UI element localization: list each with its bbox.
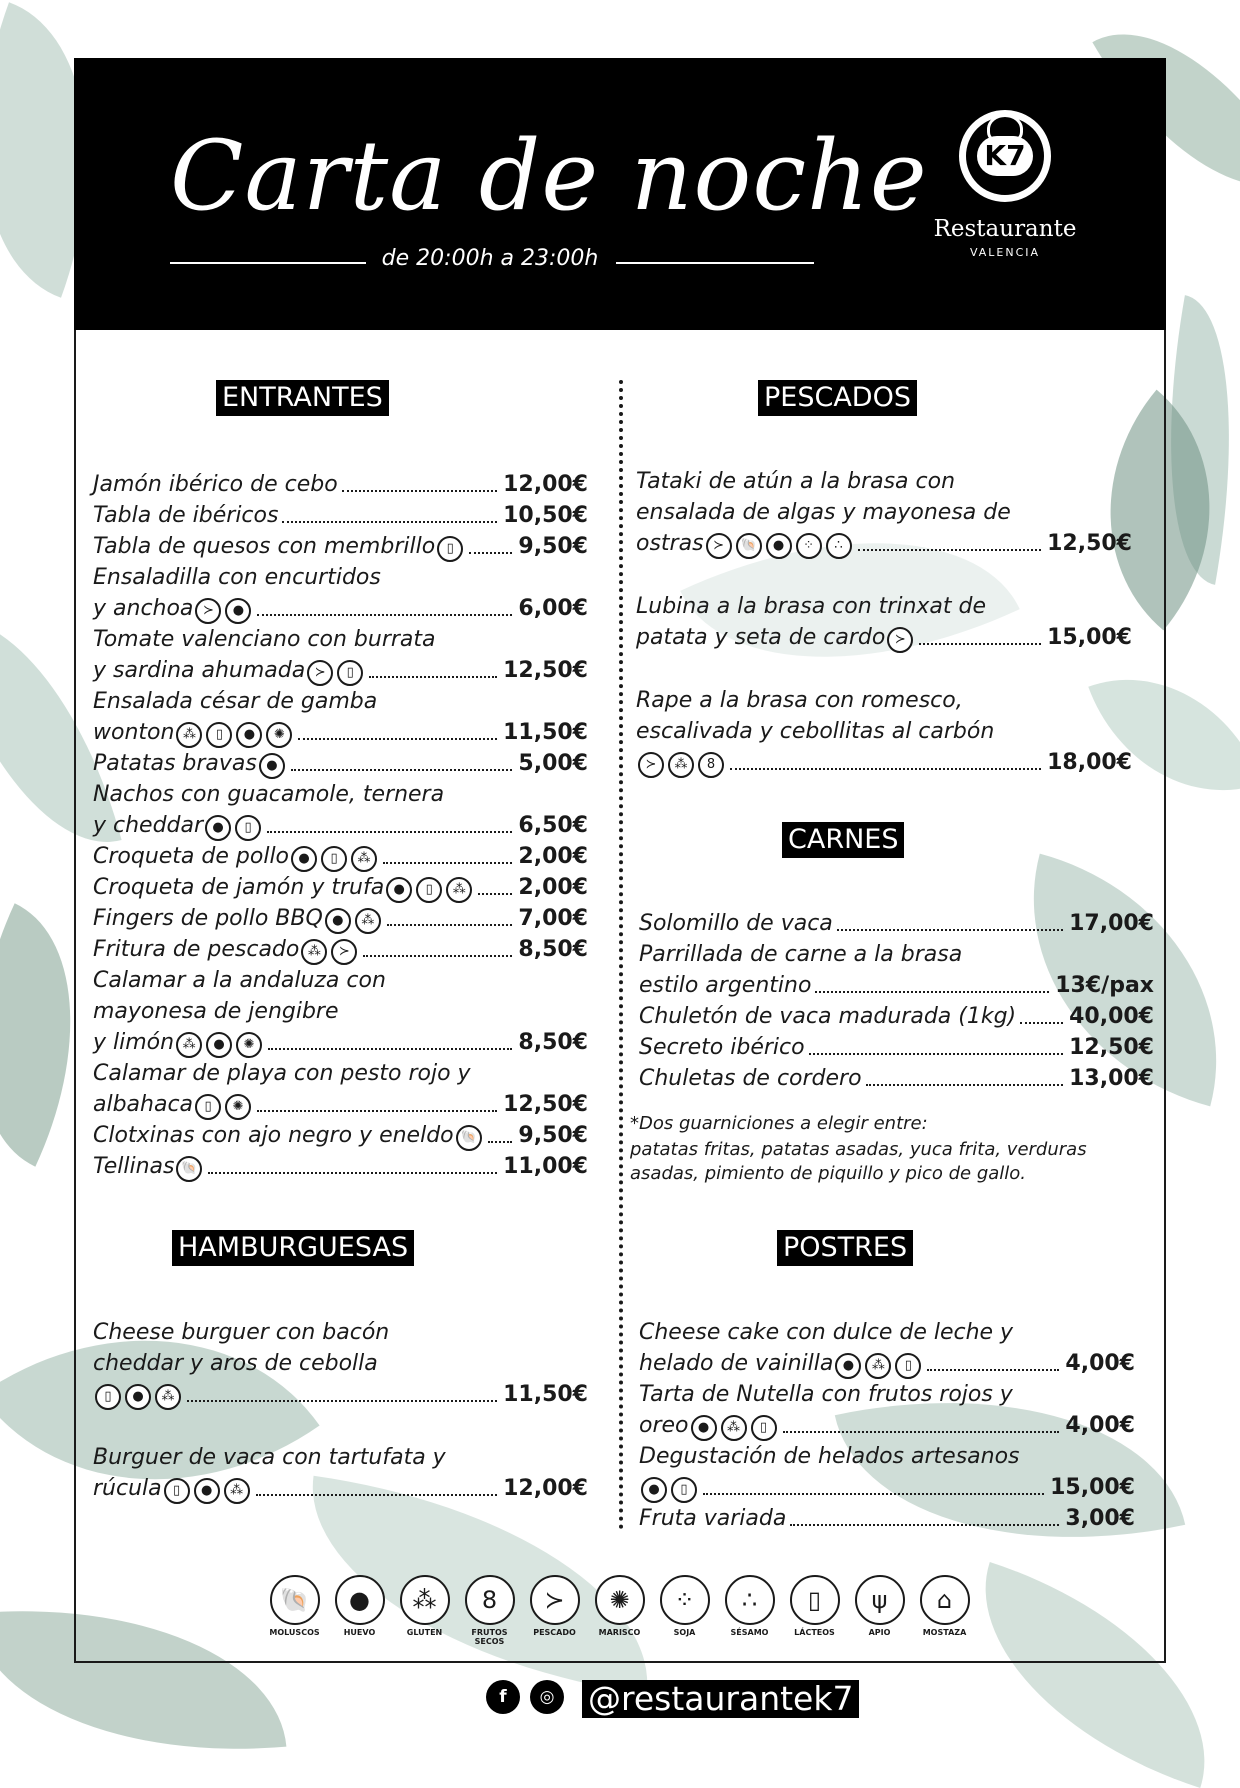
item-name: Fruta variada xyxy=(639,1506,787,1531)
moluscos-icon: 🐚 xyxy=(736,533,762,559)
lacteos-icon: ▯ xyxy=(437,536,463,562)
pescado-icon: ≻ xyxy=(530,1575,580,1625)
dot-leader xyxy=(815,991,1049,993)
item-name: Calamar de playa con pesto rojo y xyxy=(93,1061,471,1086)
moluscos-icon: 🐚 xyxy=(270,1575,320,1625)
item-name: Tataki de atún a la brasa con xyxy=(636,469,956,494)
pescado-icon: ≻ xyxy=(331,939,357,965)
legend-item-pescado xyxy=(522,1575,587,1646)
menu-item xyxy=(93,1152,588,1182)
legend-label: MOLUSCOS xyxy=(269,1628,320,1637)
item-name: patata y seta de cardo xyxy=(636,625,886,650)
pescado-icon: ≻ xyxy=(307,660,333,686)
huevo-icon: ● xyxy=(766,533,792,559)
huevo-icon: ● xyxy=(125,1384,151,1410)
huevo-icon: ● xyxy=(225,598,251,624)
menu-item xyxy=(93,1028,588,1058)
item-name: Parrillada de carne a la brasa xyxy=(639,942,963,967)
dot-leader xyxy=(256,1494,497,1496)
item-name: estilo argentino xyxy=(639,973,812,998)
soja-icon: ⁘ xyxy=(660,1575,710,1625)
frutos-secos-icon: 8 xyxy=(465,1575,515,1625)
dot-leader xyxy=(919,643,1041,645)
legend-item-apio xyxy=(847,1575,912,1646)
item-name: Chuletón de vaca madurada (1kg) xyxy=(639,1004,1017,1029)
dot-leader xyxy=(488,1141,513,1143)
menu-item-text-line xyxy=(93,780,588,810)
dot-leader xyxy=(809,1053,1064,1055)
marisco-icon: ✺ xyxy=(236,1032,262,1058)
item-name: y anchoa xyxy=(93,596,194,621)
gluten-icon: ⁂ xyxy=(351,846,377,872)
item-name: Chuletas de cordero xyxy=(639,1066,862,1091)
menu-item-text-line xyxy=(639,1380,1135,1410)
restaurant-logo xyxy=(930,110,1080,259)
item-price: 17,00€ xyxy=(1069,911,1154,936)
item-name: Calamar a la andaluza con xyxy=(93,968,386,993)
legend-label: HUEVO xyxy=(343,1628,376,1637)
item-name: Tabla de quesos con membrillo xyxy=(93,534,436,559)
item-price: 4,00€ xyxy=(1065,1351,1135,1376)
gluten-icon: ⁂ xyxy=(155,1384,181,1410)
menu-item xyxy=(93,656,588,686)
menu-item xyxy=(93,594,588,624)
huevo-icon: ● xyxy=(335,1575,385,1625)
logo-ring xyxy=(959,110,1051,202)
legend-label: APIO xyxy=(868,1628,891,1637)
item-name: Tomate valenciano con burrata xyxy=(93,627,436,652)
legend-label: GLUTEN xyxy=(406,1628,443,1637)
menu-item xyxy=(93,749,588,779)
menu-item xyxy=(93,1090,588,1120)
menu-item xyxy=(93,873,588,903)
item-name: Secreto ibérico xyxy=(639,1035,805,1060)
dot-leader xyxy=(469,552,512,554)
sesamo-icon: ∴ xyxy=(826,533,852,559)
menu-item xyxy=(639,909,1154,939)
item-name: y cheddar xyxy=(93,813,204,838)
mostaza-icon: ⌂ xyxy=(920,1575,970,1625)
huevo-icon: ● xyxy=(691,1415,717,1441)
dot-leader xyxy=(298,738,497,740)
dot-leader xyxy=(783,1431,1060,1433)
legend-item-frutos-secos xyxy=(457,1575,522,1646)
dot-leader xyxy=(208,1172,497,1174)
gluten-icon: ⁂ xyxy=(301,939,327,965)
dot-leader xyxy=(703,1493,1044,1495)
item-price: 12,00€ xyxy=(503,1476,588,1501)
menu-item-text-line xyxy=(639,940,1154,970)
item-name: Lubina a la brasa con trinxat de xyxy=(636,594,987,619)
legend-item-soja xyxy=(652,1575,717,1646)
dot-leader xyxy=(927,1369,1059,1371)
menu-item-text-line xyxy=(93,687,588,717)
lacteos-icon: ▯ xyxy=(416,877,442,903)
pescado-icon: ≻ xyxy=(195,598,221,624)
menu-item-text-line xyxy=(93,966,588,996)
huevo-icon: ● xyxy=(386,877,412,903)
sesamo-icon: ∴ xyxy=(725,1575,775,1625)
item-name: Tellinas xyxy=(93,1154,175,1179)
menu-item-text-line xyxy=(636,498,1132,528)
legend-label: LÁCTEOS xyxy=(794,1628,835,1637)
instagram-icon[interactable]: ◎ xyxy=(530,1680,564,1714)
hours-right-rule xyxy=(616,262,814,264)
dot-leader xyxy=(363,955,512,957)
legend-item-gluten xyxy=(392,1575,457,1646)
menu-item-text-line xyxy=(639,1442,1135,1472)
gluten-icon: ⁂ xyxy=(668,752,694,778)
menu-item xyxy=(93,1380,588,1410)
item-name: y limón xyxy=(93,1030,175,1055)
item-price: 13€/pax xyxy=(1055,973,1154,998)
allergen-legend xyxy=(262,1575,977,1646)
menu-item-text-line xyxy=(93,997,588,1027)
item-name: Cheese cake con dulce de leche y xyxy=(639,1320,1014,1345)
menu-item-text-line xyxy=(636,467,1132,497)
frutos-secos-icon: 8 xyxy=(698,752,724,778)
gluten-icon: ⁂ xyxy=(176,1032,202,1058)
menu-item-text-line xyxy=(93,563,588,593)
legend-label: FRUTOS SECOS xyxy=(471,1628,508,1646)
menu-item-text-line xyxy=(93,625,588,655)
pescado-icon: ≻ xyxy=(706,533,732,559)
huevo-icon: ● xyxy=(259,753,285,779)
pescado-icon: ≻ xyxy=(887,627,913,653)
logo-mark: K7 xyxy=(977,136,1033,176)
menu-item xyxy=(93,1474,588,1504)
item-price: 4,00€ xyxy=(1065,1413,1135,1438)
menu-item xyxy=(639,1033,1154,1063)
item-name: Fritura de pescado xyxy=(93,937,300,962)
item-name: Ensaladilla con encurtidos xyxy=(93,565,381,590)
item-price: 2,00€ xyxy=(518,875,588,900)
menu-item xyxy=(639,1349,1135,1379)
item-price: 2,00€ xyxy=(518,844,588,869)
dot-leader xyxy=(383,862,512,864)
menu-item-text-line xyxy=(93,1059,588,1089)
lacteos-icon: ▯ xyxy=(751,1415,777,1441)
legend-item-mostaza xyxy=(912,1575,977,1646)
garnish-note-2: patatas fritas, patatas asadas, yuca frita, verduras xyxy=(630,1139,1087,1160)
item-price: 12,50€ xyxy=(503,658,588,683)
gluten-icon: ⁂ xyxy=(721,1415,747,1441)
column-divider xyxy=(619,380,623,1530)
item-price: 7,00€ xyxy=(518,906,588,931)
dot-leader xyxy=(282,521,497,523)
section-title-pescados: PESCADOS xyxy=(758,380,917,416)
item-name: wonton xyxy=(93,720,175,745)
menu-item xyxy=(93,718,588,748)
legend-item-sesamo xyxy=(717,1575,782,1646)
item-name: Burguer de vaca con tartufata y xyxy=(93,1445,446,1470)
dot-leader xyxy=(858,549,1042,551)
dot-leader xyxy=(478,893,512,895)
section-title-carnes: CARNES xyxy=(782,822,904,858)
item-name: Croqueta de pollo xyxy=(93,844,290,869)
item-price: 11,50€ xyxy=(503,720,588,745)
item-name: Fingers de pollo BBQ xyxy=(93,906,323,931)
gluten-icon: ⁂ xyxy=(355,908,381,934)
marisco-icon: ✺ xyxy=(595,1575,645,1625)
huevo-icon: ● xyxy=(325,908,351,934)
menu-item xyxy=(639,1064,1154,1094)
dot-leader xyxy=(866,1084,1064,1086)
lacteos-icon: ▯ xyxy=(206,722,232,748)
item-price: 8,50€ xyxy=(518,937,588,962)
item-name: rúcula xyxy=(93,1476,162,1501)
menu-item xyxy=(639,1002,1154,1032)
item-price: 12,50€ xyxy=(1069,1035,1154,1060)
legend-label: MARISCO xyxy=(598,1628,641,1637)
lacteos-icon: ▯ xyxy=(671,1477,697,1503)
item-price: 18,00€ xyxy=(1047,750,1132,775)
item-name: mayonesa de jengibre xyxy=(93,999,339,1024)
item-name: Patatas bravas xyxy=(93,751,257,776)
legend-label: MOSTAZA xyxy=(922,1628,967,1637)
item-price: 9,50€ xyxy=(518,1123,588,1148)
menu-item xyxy=(93,1121,588,1151)
dot-leader xyxy=(730,768,1041,770)
huevo-icon: ● xyxy=(236,722,262,748)
menu-item-text-line xyxy=(639,1318,1135,1348)
legend-item-lacteos xyxy=(782,1575,847,1646)
lacteos-icon: ▯ xyxy=(321,846,347,872)
dot-leader xyxy=(790,1524,1059,1526)
dot-leader xyxy=(369,676,497,678)
menu-item xyxy=(639,1473,1135,1503)
item-name: Rape a la brasa con romesco, xyxy=(636,688,963,713)
item-price: 12,00€ xyxy=(503,472,588,497)
item-name: Tabla de ibéricos xyxy=(93,503,279,528)
menu-item-text-line xyxy=(636,686,1132,716)
huevo-icon: ● xyxy=(641,1477,667,1503)
dot-leader xyxy=(267,831,512,833)
garnish-note-1: *Dos guarniciones a elegir entre: xyxy=(630,1113,928,1134)
menu-item xyxy=(639,1504,1135,1534)
lacteos-icon: ▯ xyxy=(895,1353,921,1379)
gluten-icon: ⁂ xyxy=(865,1353,891,1379)
item-price: 6,50€ xyxy=(518,813,588,838)
dot-leader xyxy=(187,1400,497,1402)
legend-label: PESCADO xyxy=(533,1628,576,1637)
menu-item xyxy=(93,532,588,562)
legend-item-huevo xyxy=(327,1575,392,1646)
item-price: 15,00€ xyxy=(1050,1475,1135,1500)
huevo-icon: ● xyxy=(291,846,317,872)
menu-item xyxy=(93,904,588,934)
gluten-icon: ⁂ xyxy=(224,1478,250,1504)
menu-item-text-line xyxy=(93,1443,588,1473)
item-price: 10,50€ xyxy=(503,503,588,528)
page-title: Carta de noche xyxy=(170,120,928,232)
dot-leader xyxy=(837,929,1063,931)
menu-item-text-line xyxy=(636,717,1132,747)
dot-leader xyxy=(387,924,513,926)
item-name: Jamón ibérico de cebo xyxy=(93,472,338,497)
lacteos-icon: ▯ xyxy=(95,1384,121,1410)
huevo-icon: ● xyxy=(206,1032,232,1058)
item-price: 12,50€ xyxy=(503,1092,588,1117)
item-name: helado de vainilla xyxy=(639,1351,834,1376)
item-name: cheddar y aros de cebolla xyxy=(93,1351,378,1376)
lacteos-icon: ▯ xyxy=(337,660,363,686)
legend-item-marisco xyxy=(587,1575,652,1646)
item-name: Croqueta de jamón y trufa xyxy=(93,875,385,900)
dot-leader xyxy=(268,1048,512,1050)
section-title-entrantes: ENTRANTES xyxy=(216,380,389,416)
item-name: ensalada de algas y mayonesa de xyxy=(636,500,1011,525)
legend-label: SOJA xyxy=(673,1628,696,1637)
item-price: 5,00€ xyxy=(518,751,588,776)
garnish-note-3: asadas, pimiento de piquillo y pico de gallo. xyxy=(630,1163,1027,1184)
item-price: 8,50€ xyxy=(518,1030,588,1055)
menu-item-text-line xyxy=(636,592,1132,622)
menu-item xyxy=(639,971,1154,1001)
section-title-hamburguesas: HAMBURGUESAS xyxy=(172,1230,414,1266)
item-name: ostras xyxy=(636,531,704,556)
menu-item xyxy=(636,529,1132,559)
moluscos-icon: 🐚 xyxy=(456,1125,482,1151)
menu-item xyxy=(93,470,588,500)
logo-name: Restaurante xyxy=(933,216,1077,242)
lacteos-icon: ▯ xyxy=(790,1575,840,1625)
huevo-icon: ● xyxy=(205,815,231,841)
menu-item xyxy=(636,748,1132,778)
item-price: 13,00€ xyxy=(1069,1066,1154,1091)
menu-item xyxy=(639,1411,1135,1441)
item-price: 11,00€ xyxy=(503,1154,588,1179)
section-title-postres: POSTRES xyxy=(777,1230,913,1266)
legend-item-moluscos xyxy=(262,1575,327,1646)
menu-item xyxy=(93,935,588,965)
apio-icon: ψ xyxy=(855,1575,905,1625)
item-price: 15,00€ xyxy=(1047,625,1132,650)
menu-item-text-line xyxy=(93,1318,588,1348)
item-name: Tarta de Nutella con frutos rojos y xyxy=(639,1382,1013,1407)
item-name: Clotxinas con ajo negro y eneldo xyxy=(93,1123,454,1148)
opening-hours: de 20:00h a 23:00h xyxy=(381,246,599,271)
menu-item-text-line xyxy=(93,1349,588,1379)
legend-label: SÉSAMO xyxy=(730,1628,769,1637)
marisco-icon: ✺ xyxy=(266,722,292,748)
huevo-icon: ● xyxy=(835,1353,861,1379)
dot-leader xyxy=(291,769,513,771)
menu-item xyxy=(636,623,1132,653)
dot-leader xyxy=(257,614,512,616)
lacteos-icon: ▯ xyxy=(195,1094,221,1120)
item-price: 9,50€ xyxy=(518,534,588,559)
facebook-icon[interactable]: f xyxy=(486,1680,520,1714)
item-name: Ensalada césar de gamba xyxy=(93,689,378,714)
gluten-icon: ⁂ xyxy=(400,1575,450,1625)
huevo-icon: ● xyxy=(194,1478,220,1504)
gluten-icon: ⁂ xyxy=(446,877,472,903)
item-name: Degustación de helados artesanos xyxy=(639,1444,1020,1469)
item-price: 11,50€ xyxy=(503,1382,588,1407)
social-handle: @restaurantek7 xyxy=(582,1680,859,1718)
item-price: 6,00€ xyxy=(518,596,588,621)
item-name: Cheese burguer con bacón xyxy=(93,1320,390,1345)
item-name: escalivada y cebollitas al carbón xyxy=(636,719,995,744)
dot-leader xyxy=(342,490,497,492)
dot-leader xyxy=(257,1110,497,1112)
item-name: y sardina ahumada xyxy=(93,658,306,683)
item-name: Nachos con guacamole, ternera xyxy=(93,782,445,807)
item-price: 3,00€ xyxy=(1065,1506,1135,1531)
moluscos-icon: 🐚 xyxy=(176,1156,202,1182)
dot-leader xyxy=(1020,1022,1063,1024)
marisco-icon: ✺ xyxy=(225,1094,251,1120)
pescado-icon: ≻ xyxy=(638,752,664,778)
logo-city: VALENCIA xyxy=(969,246,1041,259)
lacteos-icon: ▯ xyxy=(235,815,261,841)
menu-item xyxy=(93,811,588,841)
hours-left-rule xyxy=(170,262,366,264)
soja-icon: ⁘ xyxy=(796,533,822,559)
item-price: 40,00€ xyxy=(1069,1004,1154,1029)
gluten-icon: ⁂ xyxy=(176,722,202,748)
item-name: albahaca xyxy=(93,1092,194,1117)
menu-item xyxy=(93,501,588,531)
item-name: oreo xyxy=(639,1413,689,1438)
item-name: Solomillo de vaca xyxy=(639,911,833,936)
lacteos-icon: ▯ xyxy=(164,1478,190,1504)
menu-item xyxy=(93,842,588,872)
item-price: 12,50€ xyxy=(1047,531,1132,556)
